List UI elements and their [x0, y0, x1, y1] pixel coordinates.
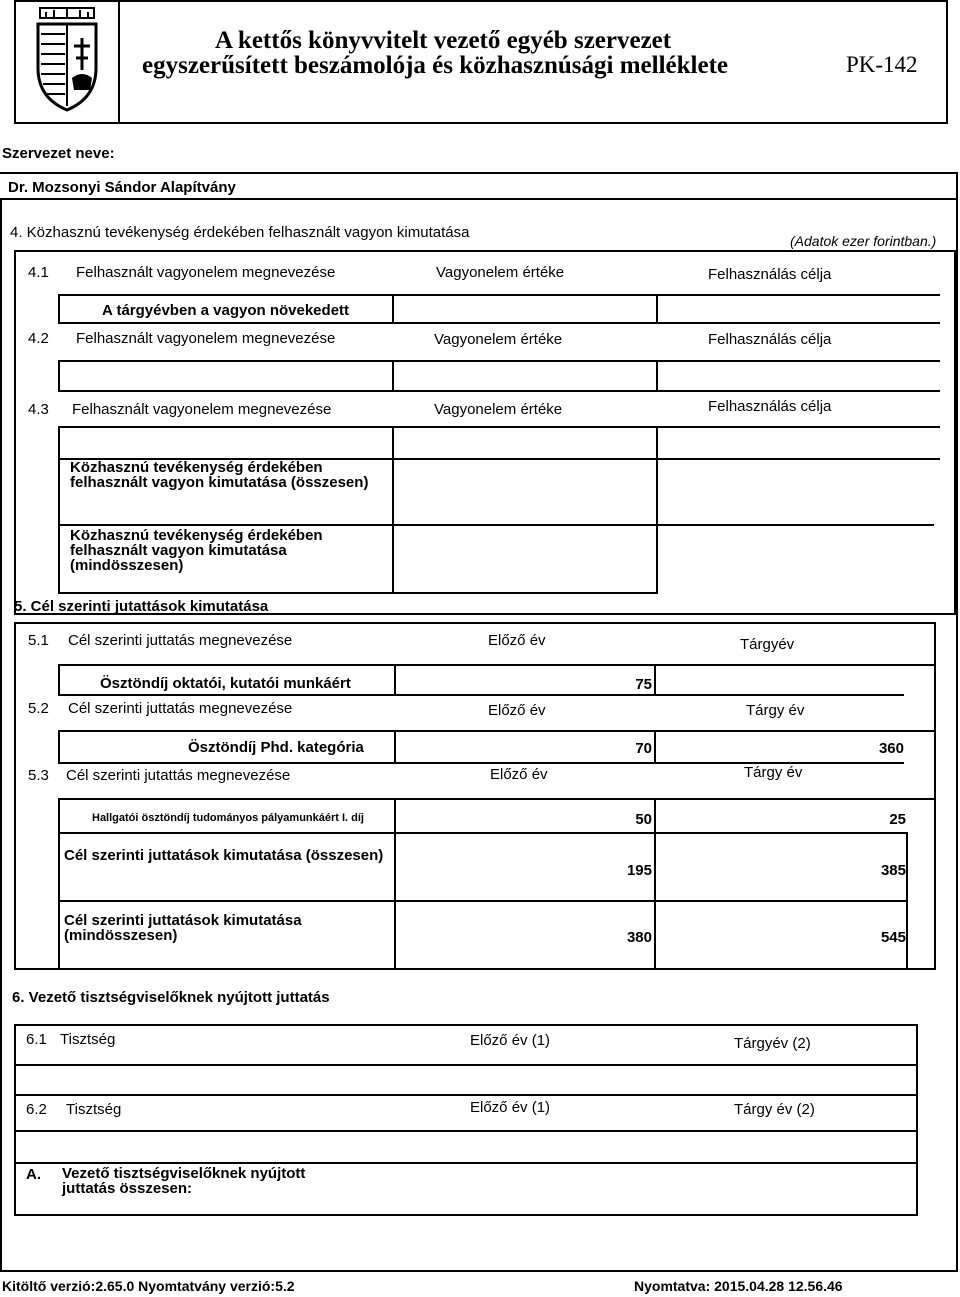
row-6-1-num: 6.1 — [26, 1031, 47, 1048]
row-4-3-num: 4.3 — [28, 401, 49, 418]
row-5-3-curr-value[interactable]: 25 — [889, 811, 906, 828]
section5-title: 5. Cél szerinti jutattások kimutatása — [14, 598, 269, 615]
row-5-3-num: 5.3 — [28, 767, 49, 784]
row-6-1-name-header: Tisztség — [60, 1031, 116, 1048]
row-4-1-purpose-header: Felhasználás célja — [708, 266, 832, 283]
section5-grand-total-label: Cél szerinti juttatások kimutatása (mindösszesen) — [64, 912, 302, 944]
org-name-label: Szervezet neve: — [2, 145, 115, 162]
row-5-1-entry[interactable]: Ösztöndíj oktatói, kutatói munkáért — [100, 675, 351, 692]
row-4-2-value-header: Vagyonelem értéke — [434, 331, 563, 348]
section5-total-label: Cél szerinti juttatások kimutatása (összesen) — [64, 847, 384, 864]
row-5-2-curr-header: Tárgy év — [746, 702, 805, 719]
section4-grand-total-label: Közhasznú tevékenység érdekében felhasznált vagyon kimutatása (mindösszesen) — [70, 527, 323, 574]
row-6-1-prev-header: Előző év (1) — [470, 1032, 551, 1049]
row-6-2-num: 6.2 — [26, 1101, 47, 1118]
row-6-2-curr-header: Tárgy év (2) — [734, 1101, 815, 1118]
row-5-3-entry[interactable]: Hallgatói ösztöndíj tudományos pályamunkáért I. díj — [92, 812, 364, 824]
header-logo-box — [14, 0, 120, 124]
row-5-2-entry[interactable]: Ösztöndíj Phd. kategória — [188, 739, 364, 756]
row-4-2-purpose-header: Felhasználás célja — [708, 331, 832, 348]
row-4-1-entry[interactable]: A tárgyévben a vagyon növekedett — [102, 302, 350, 319]
row-5-2-num: 5.2 — [28, 700, 49, 717]
row-5-1-name-header: Cél szerinti juttatás megnevezése — [68, 632, 293, 649]
row-5-1-num: 5.1 — [28, 632, 49, 649]
row-5-3-name-header: Cél szerinti jutattás megnevezése — [66, 767, 291, 784]
row-5-3-curr-header: Tárgy év — [744, 764, 803, 781]
row-6-2-name-header: Tisztség — [66, 1101, 122, 1118]
row-4-3-name-header: Felhasznált vagyonelem megnevezése — [72, 401, 332, 418]
org-name-value: Dr. Mozsonyi Sándor Alapítvány — [8, 179, 236, 196]
row-5-1-curr-header: Tárgyév — [740, 636, 795, 653]
section4-total-label: Közhasznú tevékenység érdekében felhasznált vagyon kimutatása (összesen) — [70, 459, 369, 491]
row-4-3-value-header: Vagyonelem értéke — [434, 401, 563, 418]
org-name-field[interactable] — [0, 172, 958, 200]
row-5-2-name-header: Cél szerinti juttatás megnevezése — [68, 700, 293, 717]
footer-printed: Nyomtatva: 2015.04.28 12.56.46 — [634, 1278, 843, 1294]
row-4-2-name-header: Felhasznált vagyonelem megnevezése — [76, 330, 336, 347]
row-6-2-prev-header: Előző év (1) — [470, 1099, 551, 1116]
section5-total-curr: 385 — [880, 862, 906, 879]
row-5-3-prev-value[interactable]: 50 — [635, 811, 652, 828]
row-4-1-num: 4.1 — [28, 264, 49, 281]
row-5-2-prev-value[interactable]: 70 — [635, 740, 652, 757]
section4-title: 4. Közhasznú tevékenység érdekében felhasznált vagyon kimutatása — [10, 224, 470, 241]
row-5-3-prev-header: Előző év — [490, 766, 548, 783]
section5-grand-total-curr: 545 — [880, 929, 906, 946]
row-4-1-value-header: Vagyonelem értéke — [436, 264, 565, 281]
section6-total-num: A. — [26, 1166, 41, 1183]
footer-version: Kitöltő verzió:2.65.0 Nyomtatvány verzió:5.2 — [2, 1278, 295, 1294]
form-title-line1: A kettős könyvvitelt vezető egyéb szervezet — [215, 27, 672, 54]
row-5-1-prev-header: Előző év — [488, 632, 546, 649]
section6-total-label: Vezető tisztségviselőknek nyújtott juttatás összesen: — [62, 1165, 306, 1197]
row-4-3-purpose-header: Felhasználás célja — [708, 398, 832, 415]
form-title-line2: egyszerűsített beszámolója és közhasznúsági melléklete — [142, 52, 728, 79]
section5-total-prev: 195 — [626, 862, 652, 879]
row-4-2-num: 4.2 — [28, 330, 49, 347]
units-note: (Adatok ezer forintban.) — [790, 233, 937, 249]
row-6-1-curr-header: Tárgyév (2) — [734, 1035, 811, 1052]
form-code: PK-142 — [846, 52, 918, 77]
section6-title: 6. Vezető tisztségviselőknek nyújtott juttatás — [12, 989, 330, 1006]
section5-grand-total-prev: 380 — [626, 929, 652, 946]
row-5-1-prev-value[interactable]: 75 — [635, 676, 652, 693]
row-4-1-name-header: Felhasznált vagyonelem megnevezése — [76, 264, 336, 281]
row-5-2-prev-header: Előző év — [488, 702, 546, 719]
row-5-2-curr-value[interactable]: 360 — [878, 740, 904, 757]
coat-of-arms-icon — [32, 6, 102, 116]
